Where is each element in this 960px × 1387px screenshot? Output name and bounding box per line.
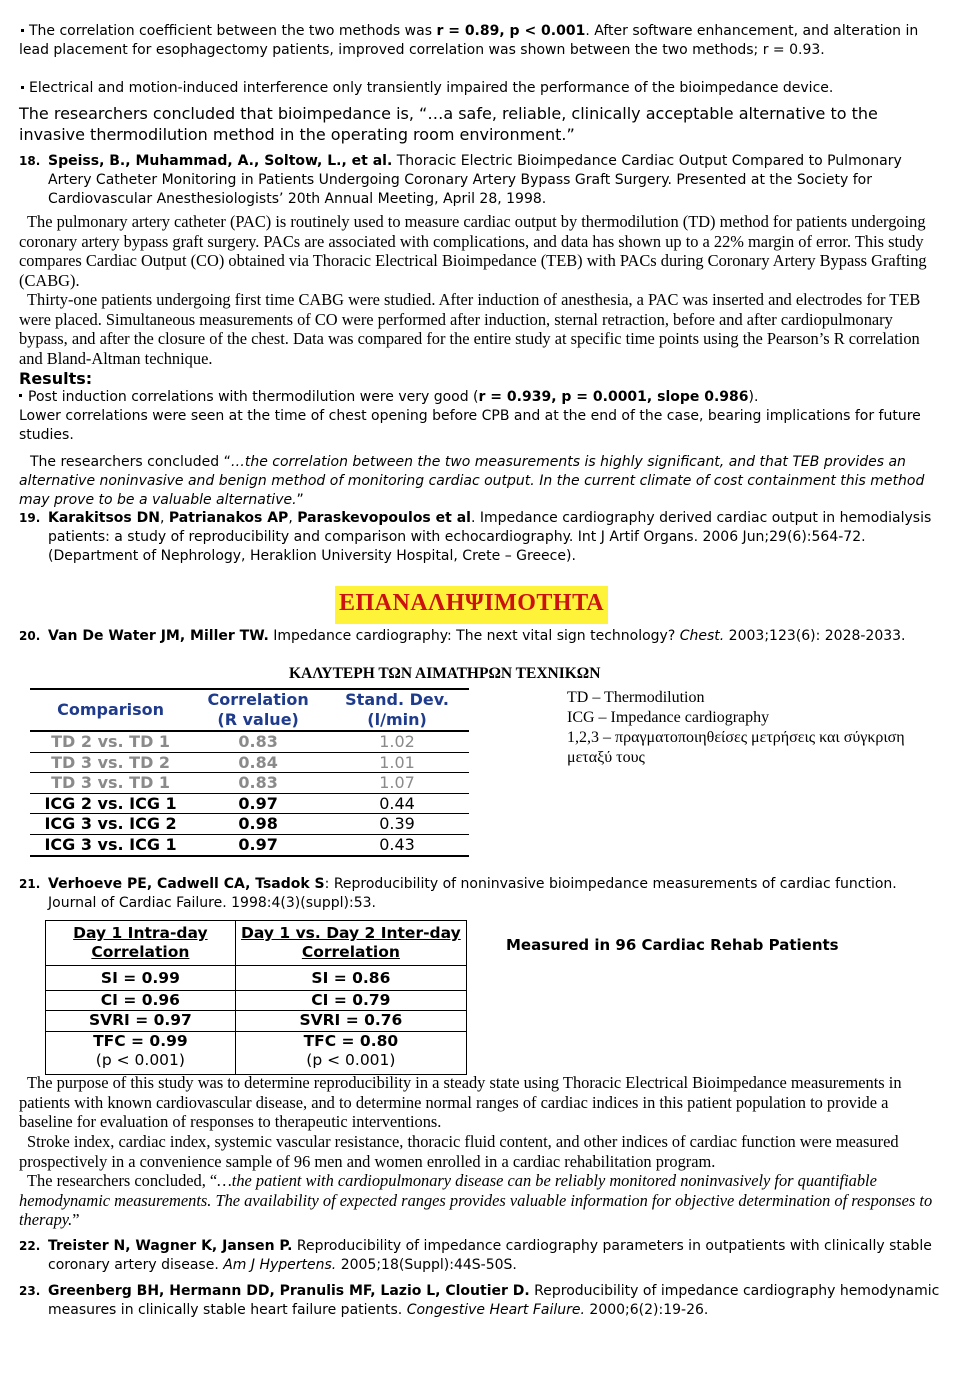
table-row [46, 966, 467, 991]
reference-19: 19. Karakitsos DN, Patrianakos AP, Paraskevopoulos et al. Impedance cardiography derived cardiac output in hemodialysis patients: a study of reproducibility and comparison with echocardiography. Int J Artif Organs. 2006 Jun;29(6):564-72. (Department of Nephrology, Heraklion University Hospital, Crete – Greece). [19, 510, 932, 564]
legend-item: 1,2,3 – πραγματοποιηθείσες μετρήσεις και σύγκριση μεταξύ τους [567, 729, 905, 766]
reference-journal: Congestive Heart Failure. [406, 1302, 585, 1318]
bullet-icon [21, 86, 24, 89]
measured-note: Measured in 96 Cardiac Rehab Patients [506, 936, 839, 954]
table-cell: TFC = 0.80 (p < 0.001) [235, 1031, 466, 1074]
ref21-paragraph-2: Stroke index, cardiac index, systemic vascular resistance, thoracic fluid content, and other indices of cardiac function were measured prospectively in a convenience sample of 96 men and women enrolled in a cardiac rehabilitation program. [19, 1132, 899, 1171]
table-cell: CI = 0.79 [235, 990, 466, 1011]
legend-item: ICG – Impedance cardiography [567, 709, 770, 726]
table-row [46, 1011, 467, 1032]
comparison-title: ΚΑΛΥΤΕΡΗ ΤΩΝ ΑΙΜΑΤΗΡΩΝ ΤΕΧΝΙΚΩΝ [289, 665, 601, 682]
reference-author: Karakitsos DN [48, 510, 160, 526]
comparison-table [30, 688, 469, 857]
table-cell: SI = 0.99 [46, 966, 236, 991]
reference-number: 23. [19, 1284, 41, 1298]
reference-number: 21. [19, 877, 41, 891]
table-cell: TD 2 vs. TD 1 [30, 731, 191, 752]
reference-authors: Treister N, Wagner K, Jansen P. [48, 1238, 293, 1254]
table-cell: ICG 2 vs. ICG 1 [30, 793, 191, 814]
table-row [46, 1031, 467, 1074]
table-header-row [46, 921, 467, 966]
ref18-paragraph-1: The pulmonary artery catheter (PAC) is routinely used to measure cardiac output by thermodilution (TD) method for patients undergoing coronary artery bypass graft surgery. PACs are associated with complications, and data has shown up to a 22% margin of error. This study compares Cardiac Output (CO) obtained via Thoracic Electrical Bioimpedance (TEB) with PACs during Coronary Artery Bypass Grafting (CABG). [19, 212, 927, 290]
comparison-legend [567, 688, 927, 768]
column-header: Comparison [30, 689, 191, 731]
table-header-row [30, 689, 469, 731]
ref21-conclusion: The researchers concluded, “…the patient with cardiopulmonary disease can be reliably monitored noninvasively for quantifiable hemodynamic measurements. The availability of expected ranges provides valuable information for objective determination of responses to therapy.” [19, 1171, 933, 1229]
legend-item: TD – Thermodilution [567, 689, 705, 706]
table-row [30, 834, 469, 855]
table-cell: 1.02 [325, 731, 469, 752]
column-header: Correlation (R value) [191, 689, 325, 731]
bullet-icon [21, 29, 24, 32]
table-row [30, 814, 469, 835]
reference-journal: Am J Hypertens. [223, 1257, 337, 1273]
results-heading: Results: [19, 369, 93, 388]
reference-20: 20. Van De Water JM, Miller TW. Impedance cardiography: The next vital sign technology? Chest. 2003;123(6): 2028-2033. [19, 628, 906, 644]
table-row [46, 990, 467, 1011]
table-cell: 0.39 [325, 814, 469, 835]
table-cell: TFC = 0.99 (p < 0.001) [46, 1031, 236, 1074]
ref18-paragraph-2: Thirty-one patients undergoing first time CABG were studied. After induction of anesthesia, a PAC was inserted and electrodes for TEB were placed. Simultaneous measurements of CO were performed after induction, sternal retraction, before and after cardiopulmonary bypass, and after the closure of the chest. Data was compared for the entire study at specific time points using the Pearson’s R correlation and Bland-Altman technique. [19, 290, 921, 368]
column-header: Day 1 vs. Day 2 Inter-day Correlation [235, 921, 466, 966]
reference-authors: Speiss, B., Muhammad, A., Soltow, L., et al. [48, 153, 393, 169]
table-cell: 0.84 [191, 752, 325, 773]
reference-citation: Thoracic Electric Bioimpedance Cardiac Output Compared to Pulmonary Artery Catheter Monitoring in Patients Undergoing Coronary Artery Bypass Graft Surgery. Presented at the Society for Cardiovascular Anesthesiologists’ 20th Annual Meeting, April 28, 1998. [48, 153, 902, 207]
reference-author: Paraskevopoulos et al [297, 510, 471, 526]
table-cell: 1.01 [325, 752, 469, 773]
table-cell: TD 3 vs. TD 2 [30, 752, 191, 773]
intro-conclusion: The researchers concluded that bioimpedance is, “…a safe, reliable, clinically acceptable alternative to the invasive thermodilution method in the operating room environment.” [19, 104, 878, 144]
reference-21 [19, 875, 941, 913]
reference-authors: Verhoeve PE, Cadwell CA, Tsadok S [48, 876, 325, 892]
ref21-paragraph-1: The purpose of this study was to determine reproducibility in a steady state using Thoracic Electrical Bioimpedance measurements in patients with known cardiovascular disease, and to determine normal ranges of cardiac indices in this patient population to provide a baseline for evaluation of responses to therapeutic interventions. [19, 1073, 902, 1131]
table-cell: TD 3 vs. TD 1 [30, 773, 191, 794]
table-cell: 0.97 [191, 834, 325, 855]
table-row [30, 793, 469, 814]
reference-number: 18. [19, 154, 41, 168]
intro-bullet-2: Electrical and motion-induced interference only transiently impaired the performance of the bioimpedance device. [19, 79, 941, 98]
result-2: Lower correlations were seen at the time of chest opening before CPB and at the end of the case, bearing implications for future studies. [19, 408, 921, 443]
reference-citation: . Impedance cardiography derived cardiac output in hemodialysis patients: a study of reproducibility and comparison with echocardiography. Int J Artif Organs. 2006 Jun;29(6):564-72. (Department of Nephrology, Heraklion University Hospital, Crete – Greece). [48, 510, 932, 564]
table-cell: SI = 0.86 [235, 966, 466, 991]
table-cell: ICG 3 vs. ICG 2 [30, 814, 191, 835]
table-row [30, 752, 469, 773]
reference-number: 22. [19, 1239, 41, 1253]
reproducibility-table [45, 920, 467, 1075]
table-cell: ICG 3 vs. ICG 1 [30, 834, 191, 855]
section-title: ΕΠΑΝΑΛΗΨΙΜΟΤΗΤΑ [335, 586, 608, 624]
column-header: Stand. Dev. (l/min) [325, 689, 469, 731]
reference-23: 23. Greenberg BH, Hermann DD, Pranulis MF, Lazio L, Cloutier D. Reproducibility of impedance cardiography hemodynamic measures in clinically stable heart failure patients. Congestive Heart Failure. 2000;6(2):19-26. [19, 1283, 940, 1318]
reference-number: 19. [19, 511, 41, 525]
reference-22: 22. Treister N, Wagner K, Jansen P. Reproducibility of impedance cardiography parameters in outpatients with clinically stable coronary artery disease. Am J Hypertens. 2005;18(Suppl):44S-50S. [19, 1238, 932, 1273]
bullet-icon [19, 394, 22, 397]
table-cell: 0.83 [191, 731, 325, 752]
table-cell: 0.98 [191, 814, 325, 835]
table-cell: 1.07 [325, 773, 469, 794]
ref18-conclusion: The researchers concluded “…the correlation between the two measurements is highly significant, and that TEB provides an alternative noninvasive and benign method of monitoring cardiac output. In the current climate of cost containment this method may prove to be a valuable alternative.” [19, 454, 925, 508]
table-cell: SVRI = 0.97 [46, 1011, 236, 1032]
table-cell: 0.97 [191, 793, 325, 814]
table-cell: CI = 0.96 [46, 990, 236, 1011]
intro-bullet-1: The correlation coefficient between the two methods was r = 0.89, p < 0.001. After software enhancement, and alteration in lead placement for esophagectomy patients, improved correlation was shown between the two methods; r = 0.93. [19, 23, 919, 58]
table-cell: 0.44 [325, 793, 469, 814]
reference-authors: Van De Water JM, Miller TW. [48, 628, 269, 644]
reference-author: Patrianakos AP [168, 510, 289, 526]
reference-citation: : Reproducibility of noninvasive bioimpedance measurements of cardiac function. Journal of Cardiac Failure. 1998:4(3)(suppl):53. [48, 876, 897, 911]
table-cell: 0.43 [325, 834, 469, 855]
result-1: Post induction correlations with thermodilution were very good (r = 0.939, p = 0.0001, slope 0.986). [19, 388, 941, 407]
column-header: Day 1 Intra-day Correlation [46, 921, 236, 966]
reference-authors: Greenberg BH, Hermann DD, Pranulis MF, Lazio L, Cloutier D. [48, 1283, 530, 1299]
reference-18 [19, 152, 941, 209]
table-row [30, 773, 469, 794]
reference-journal: Chest. [679, 628, 725, 644]
reference-number: 20. [19, 629, 41, 643]
table-cell: 0.83 [191, 773, 325, 794]
table-row [30, 731, 469, 752]
table-cell: SVRI = 0.76 [235, 1011, 466, 1032]
